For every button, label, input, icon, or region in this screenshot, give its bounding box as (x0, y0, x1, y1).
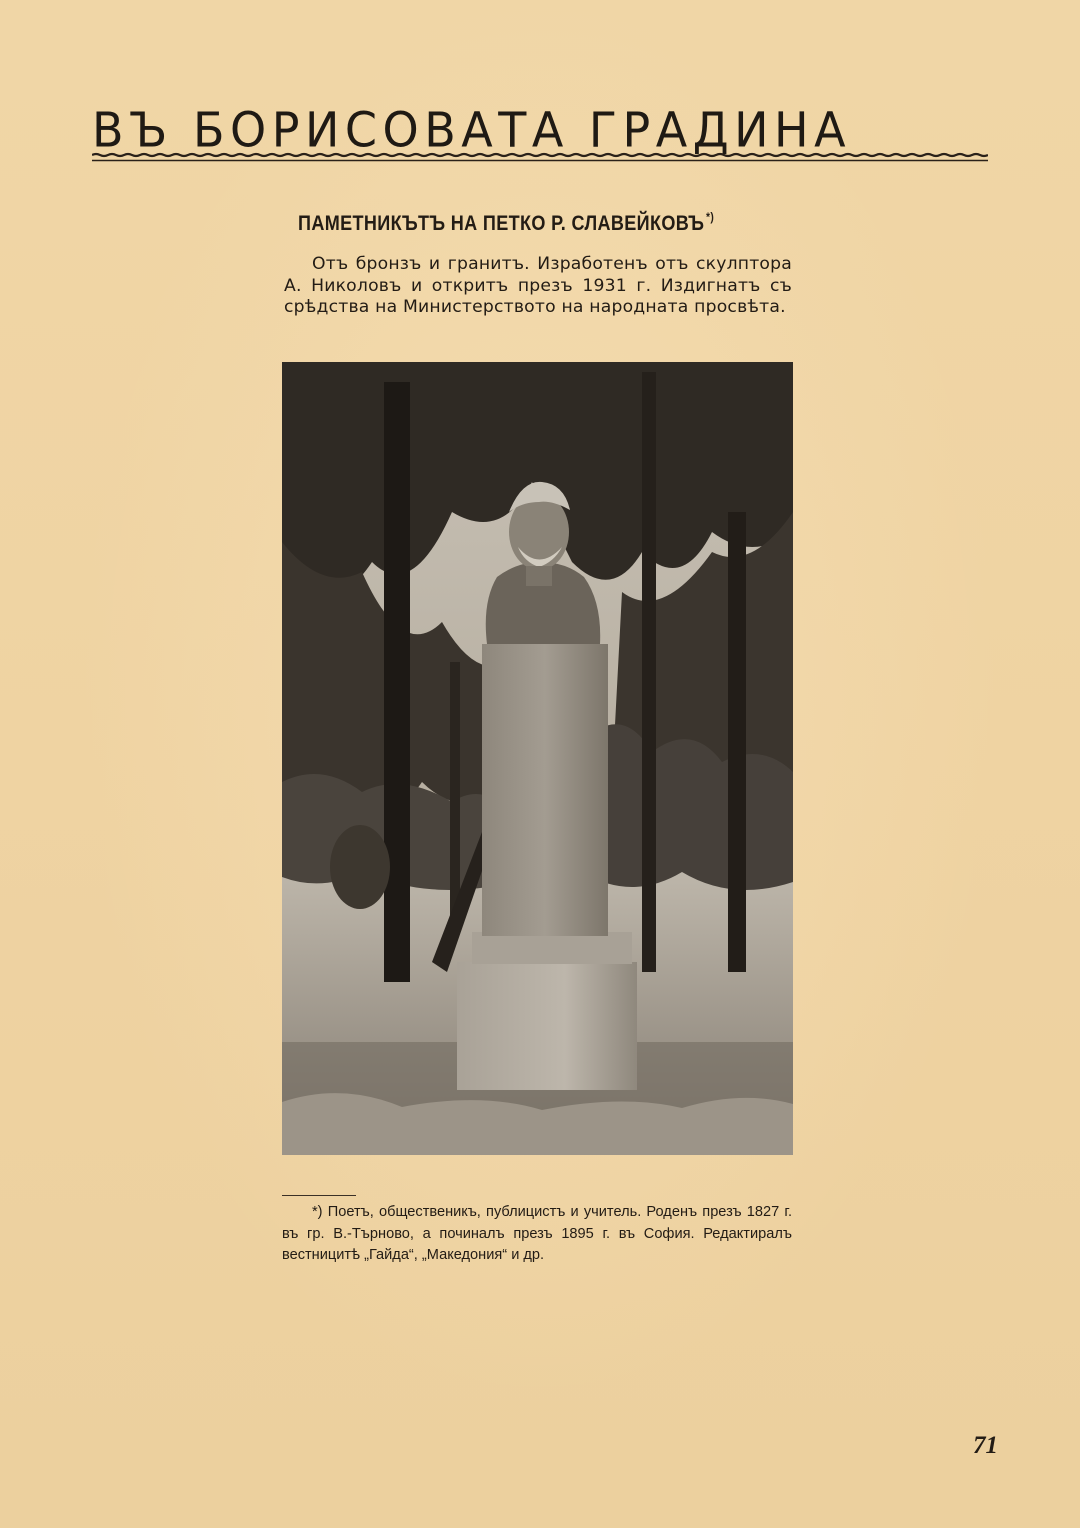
intro-paragraph: Отъ бронзъ и гранитъ. Изработенъ отъ скулптора А. Николовъ и откритъ презъ 1931 г. Издигнатъ съ срѣдства на Министерството на народната просвѣта. (284, 254, 792, 317)
footnote-marker: *) (705, 210, 715, 224)
monument-photo-illustration (282, 362, 793, 1155)
article-title (298, 210, 745, 236)
page-header-title: ВЪ БОРИСОВАТА ГРАДИНА (92, 101, 852, 158)
header-wavy-rule (92, 152, 988, 164)
footnote-separator (282, 1195, 356, 1196)
monument-photograph (282, 362, 793, 1155)
footnote-text: *) Поетъ, общественикъ, публицистъ и учитель. Роденъ презъ 1827 г. въ гр. В.-Търново, а починалъ презъ 1895 г. въ София. Редактиралъ вестницитѣ „Гайда“, „Македония“ и др. (282, 1204, 792, 1263)
page-number: 71 (973, 1432, 998, 1459)
article-title-text: ПАМЕТНИКЪТЪ НА ПЕТКО Р. СЛАВЕЙКОВЪ (298, 212, 705, 235)
